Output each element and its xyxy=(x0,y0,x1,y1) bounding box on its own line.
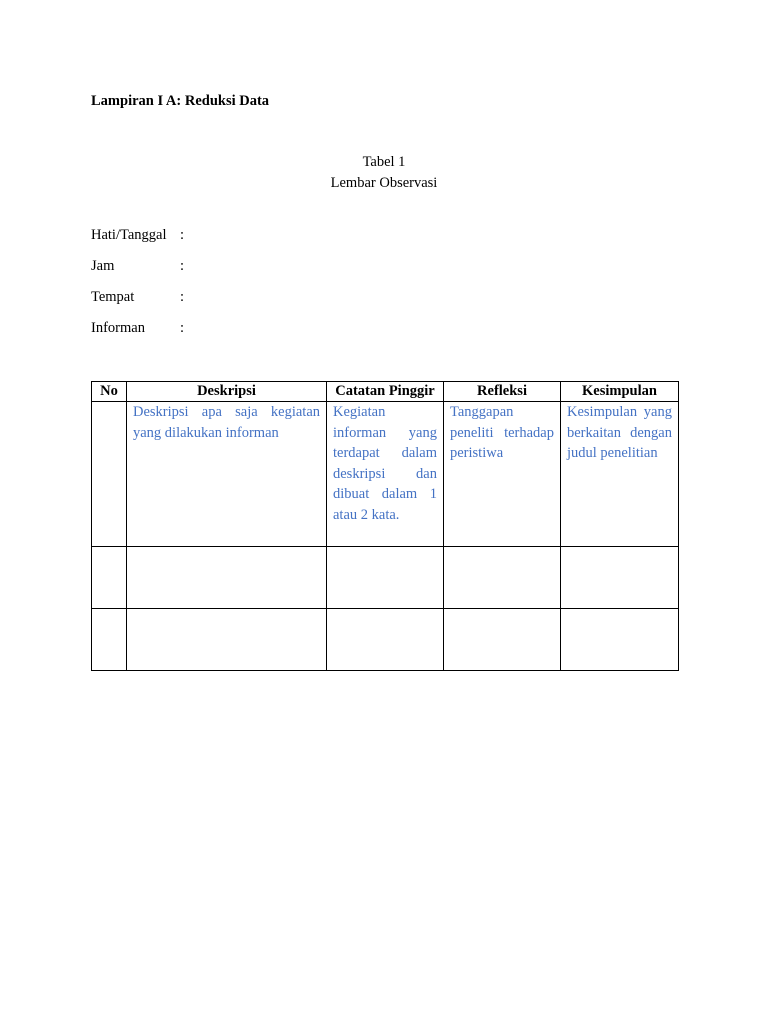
cell-catatan-pinggir xyxy=(327,609,444,671)
table-row xyxy=(92,402,679,547)
cell-catatan-pinggir: Kegiatan informan yang terdapat dalam deskripsi dan dibuat dalam 1 atau 2 kata. xyxy=(327,402,444,547)
cell-refleksi xyxy=(444,547,561,609)
table-row xyxy=(92,609,679,671)
document-heading: Lampiran I A: Reduksi Data xyxy=(91,93,270,109)
cell-refleksi xyxy=(444,609,561,671)
cell-kesimpulan: Kesimpulan yang berkaitan dengan judul penelitian xyxy=(561,402,679,547)
table-row xyxy=(92,547,679,609)
cell-deskripsi xyxy=(127,609,327,671)
field-colon: : xyxy=(180,320,185,336)
field-colon: : xyxy=(180,258,185,274)
header-deskripsi: Deskripsi xyxy=(127,382,327,402)
field-colon: : xyxy=(180,289,185,305)
header-no: No xyxy=(92,382,127,402)
field-label: Hati/Tanggal xyxy=(91,227,167,243)
header-kesimpulan: Kesimpulan xyxy=(561,382,679,402)
observation-table xyxy=(91,381,679,671)
header-refleksi: Refleksi xyxy=(444,382,561,402)
cell-deskripsi: Deskripsi apa saja kegiatan yang dilakukan informan xyxy=(127,402,327,547)
table-number-caption: Tabel 1 xyxy=(362,154,406,170)
cell-no xyxy=(92,609,127,671)
cell-deskripsi xyxy=(127,547,327,609)
field-colon: : xyxy=(180,227,185,243)
field-label: Tempat xyxy=(91,289,135,305)
header-catatan-pinggir: Catatan Pinggir xyxy=(327,382,444,402)
cell-no xyxy=(92,547,127,609)
field-label: Jam xyxy=(91,258,115,274)
cell-no xyxy=(92,402,127,547)
table-header-row xyxy=(92,382,679,402)
table-title-caption: Lembar Observasi xyxy=(330,175,438,191)
cell-refleksi: Tanggapan peneliti terhadap peristiwa xyxy=(444,402,561,547)
cell-catatan-pinggir xyxy=(327,547,444,609)
cell-kesimpulan xyxy=(561,609,679,671)
field-label: Informan xyxy=(91,320,145,336)
cell-kesimpulan xyxy=(561,547,679,609)
